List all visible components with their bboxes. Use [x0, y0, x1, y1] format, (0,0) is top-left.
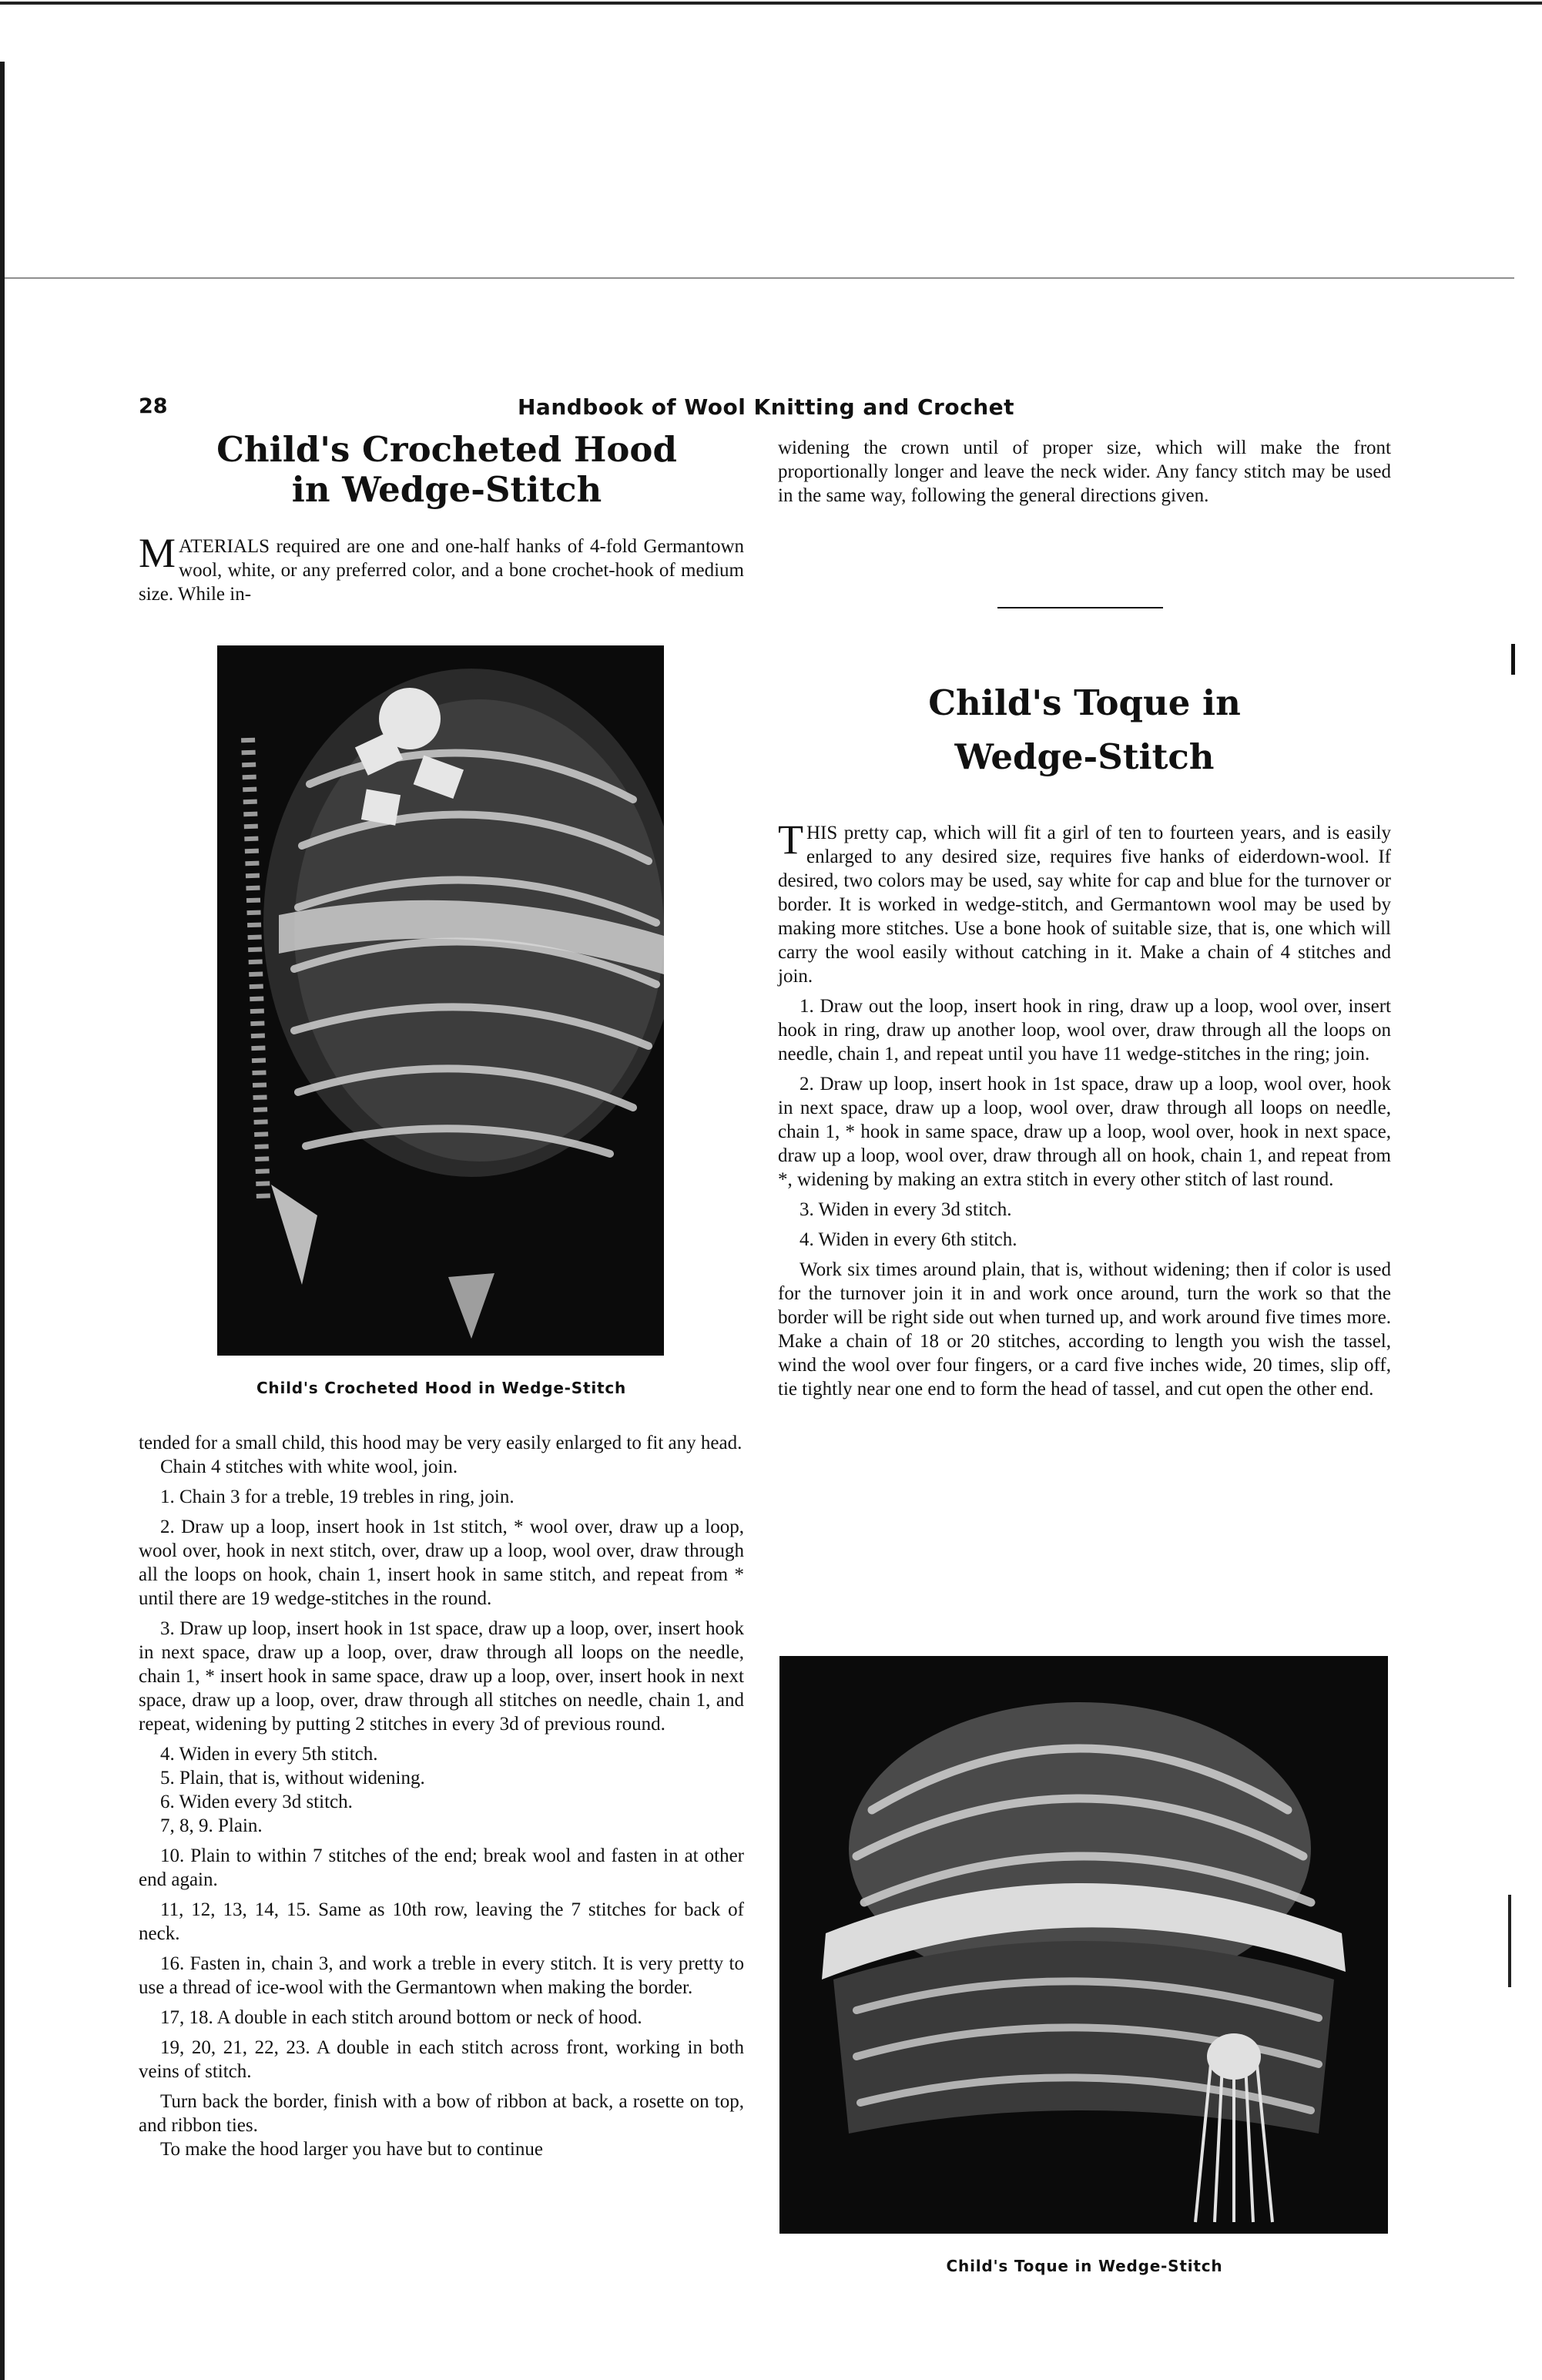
left-scan-edge	[0, 62, 5, 2380]
hood-intro	[139, 530, 744, 606]
mid-scan-line	[5, 277, 1514, 279]
toque-step: Work six times around plain, that is, without widening; then if color is used for the turnover join it in and work once around, turn the work so that the border will be right side out when turned up, and work around five times more. Make a chain of 18 or 20 stitches, according to length you wish the tassel, wind the wool over four fingers, or a card five inches wide, 20 times, slip off, tie tightly near one end to form the head of tassel, and cut open the other end.	[778, 1259, 1391, 1400]
hood-photo-caption: Child's Crocheted Hood in Wedge-Stitch	[256, 1379, 627, 1397]
hood-step: 10. Plain to within 7 stitches of the end; break wool and fasten in at other end again.	[139, 1845, 744, 1890]
hood-step: Turn back the border, finish with a bow of ribbon at back, a rosette on top, and ribbon ties.	[139, 2091, 744, 2136]
top-scan-line	[0, 2, 1542, 5]
hood-title-line1: Child's Crocheted Hood	[216, 429, 677, 470]
hood-title-line2: in Wedge-Stitch	[291, 469, 602, 510]
hood-title	[139, 430, 755, 510]
hood-photo	[217, 645, 664, 1356]
margin-mark	[1508, 1895, 1511, 1987]
hood-continuation: tended for a small child, this hood may be very easily enlarged to fit any head.	[139, 1433, 743, 1453]
toque-step: 2. Draw up loop, insert hook in 1st space, draw up a loop, wool over, hook in next space, draw up a loop, wool over, draw through all loops on needle, chain 1, * hook in same space, draw up a loop, wool over, hook in next space, draw up a loop, wool over, draw through all on hook, chain 1, and repeat from *, widening by making an extra stitch in every other stitch of last round.	[778, 1074, 1391, 1190]
toque-step: 3. Widen in every 3d stitch.	[799, 1199, 1012, 1220]
toque-step: 1. Draw out the loop, insert hook in ring, draw up a loop, wool over, insert hook in ring, draw up another loop, wool over, draw through all the loops on needle, chain 1, and repeat until you have 11 wedge-stitches in the ring; join.	[778, 996, 1391, 1064]
hood-step: 3. Draw up loop, insert hook in 1st space, draw up a loop, over, insert hook in next space, draw up a loop, over, draw through all loops on the needle, chain 1, * insert hook in same space, draw up a loop, over, insert hook in next space, draw up a loop, over, draw through all stitches on needle, chain 1, and repeat, widening by putting 2 stitches in every 3d of previous round.	[139, 1618, 744, 1735]
hood-step: Chain 4 stitches with white wool, join.	[160, 1456, 458, 1477]
hood-end-text: widening the crown until of proper size, which will make the front proportionally longer and leave the neck wider. Any fancy stitch may be used in the same way, following the general directions given.	[778, 437, 1391, 506]
hood-step: To make the hood larger you have but to continue	[160, 2139, 543, 2160]
hood-step: 4. Widen in every 5th stitch.	[160, 1744, 378, 1765]
hood-intro-text: ATERIALS required are one and one-half hanks of 4-fold Germantown wool, white, or any preferred color, and a bone crochet-hook of medium size. While in-	[139, 536, 744, 605]
toque-instructions	[778, 816, 1391, 1401]
hood-dropcap: M	[139, 530, 176, 576]
toque-step: 4. Widen in every 6th stitch.	[799, 1229, 1017, 1250]
hood-step: 11, 12, 13, 14, 15. Same as 10th row, leaving the 7 stitches for back of neck.	[139, 1899, 744, 1944]
toque-dropcap: T	[778, 816, 803, 863]
toque-title-line1: Child's Toque in	[928, 682, 1241, 723]
margin-mark	[1511, 644, 1515, 675]
toque-photo	[779, 1656, 1388, 2234]
hood-step: 5. Plain, that is, without widening.	[160, 1768, 425, 1788]
hood-step: 7, 8, 9. Plain.	[160, 1815, 263, 1836]
hood-step: 1. Chain 3 for a treble, 19 trebles in ring, join.	[160, 1487, 515, 1507]
section-divider	[997, 607, 1163, 608]
toque-photo-caption: Child's Toque in Wedge-Stitch	[946, 2257, 1223, 2275]
toque-title	[778, 676, 1391, 784]
hood-step: 6. Widen every 3d stitch.	[160, 1792, 353, 1812]
hood-step: 17, 18. A double in each stitch around bottom or neck of hood.	[160, 2007, 642, 2028]
hood-step: 16. Fasten in, chain 3, and work a treble in every stitch. It is very pretty to use a thread of ice-wool with the Germantown when making the border.	[139, 1953, 744, 1998]
toque-title-line2: Wedge-Stitch	[954, 736, 1215, 777]
hood-step: 2. Draw up a loop, insert hook in 1st stitch, * wool over, draw up a loop, wool over, hook in next stitch, over, draw up a loop, wool over, draw through all the loops on hook, chain 1, insert hook in same stitch, and repeat from * until there are 19 wedge-stitches in the round.	[139, 1517, 744, 1609]
hood-step: 19, 20, 21, 22, 23. A double in each stitch across front, working in both veins of stitch.	[139, 2037, 744, 2082]
page-number: 28	[139, 394, 168, 418]
hood-instructions	[139, 1431, 744, 2161]
toque-intro-text: HIS pretty cap, which will fit a girl of ten to fourteen years, and is easily enlarged to any desired size, requires five hanks of eiderdown-wool. If desired, two colors may be used, say white for cap and blue for the turnover or border. It is worked in wedge-stitch, and Germantown wool may be used by making more stitches. Use a bone hook of suitable size, that is, one which will carry the wool easily without catching in it. Make a chain of 4 stitches and join.	[778, 823, 1391, 987]
running-title: Handbook of Wool Knitting and Crochet	[518, 394, 1014, 420]
running-header	[139, 394, 1410, 425]
